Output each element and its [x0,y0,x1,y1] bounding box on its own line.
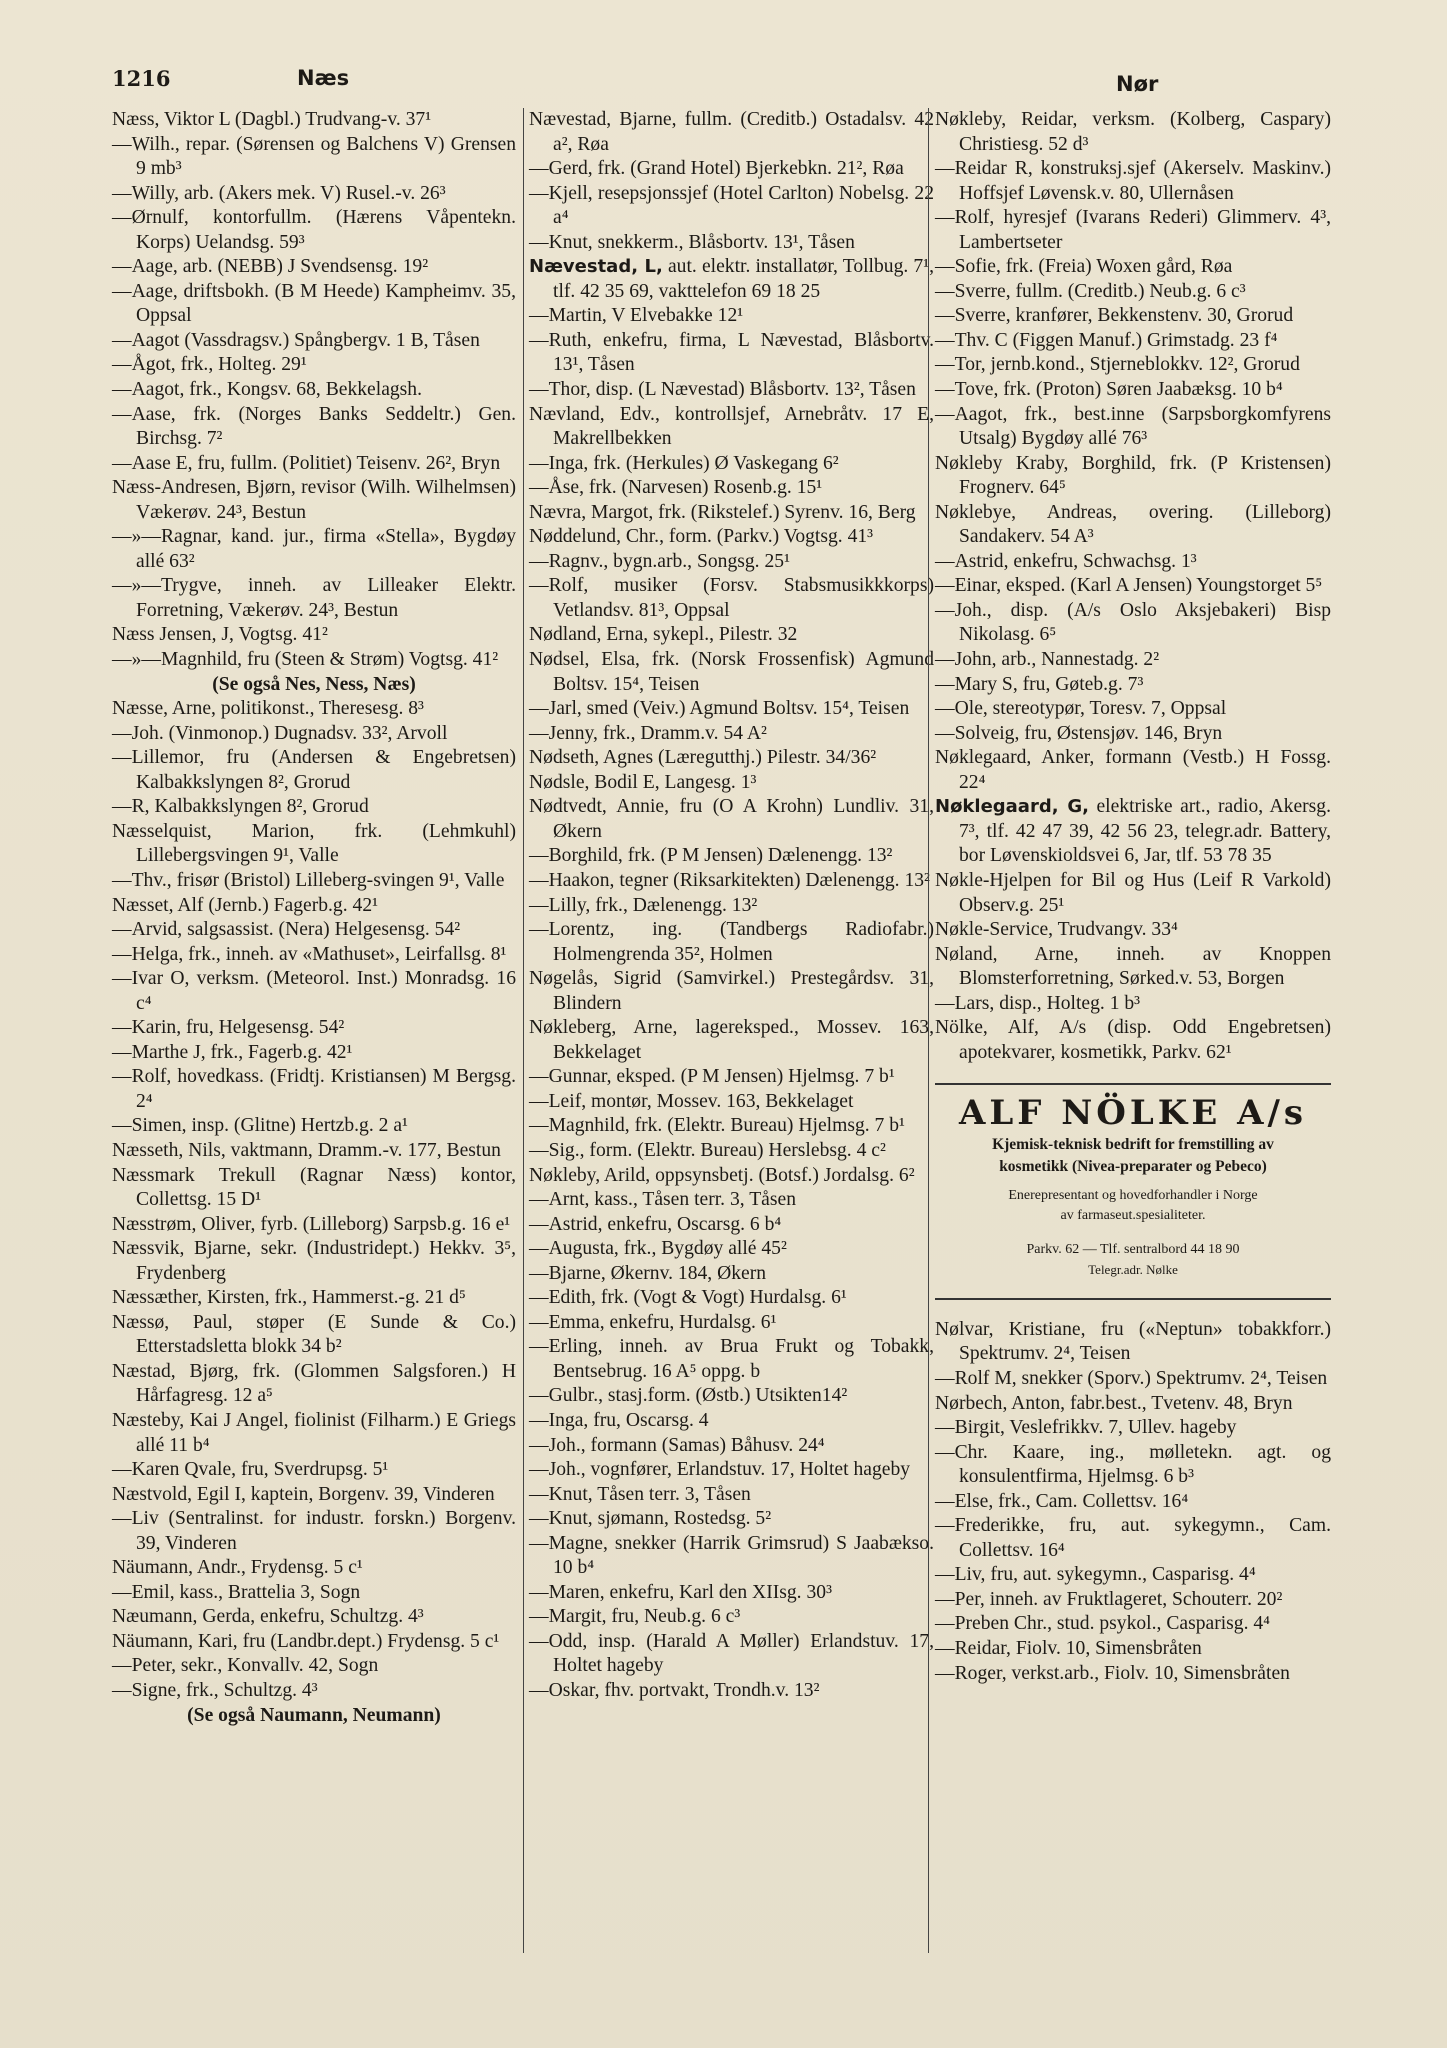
directory-entry: —Margit, fru, Neub.g. 6 c³ [529,1606,741,1628]
column-3-entries-bottom [935,1318,1331,1686]
directory-entry: Næsteby, Kai J Angel, fiolinist (Filharm.) E Griegs allé 11 b⁴ [112,1409,516,1456]
directory-entry: Nødseth, Agnes (Læregutthj.) Pilestr. 34/36² [529,747,877,769]
directory-entry: Nævestad, Bjarne, fullm. (Creditb.) Ostadalsv. 42 a², Røa [529,109,934,155]
directory-entry: Nøgelås, Sigrid (Samvirkel.) Prestegårdsv. 31, Blindern [529,968,934,1014]
directory-entry: Næstvold, Egil I, kaptein, Borgenv. 39, Vinderen [112,1483,495,1505]
directory-entry: —Emil, kass., Brattelia 3, Sogn [112,1581,361,1603]
directory-entry: —Kjell, resepsjonssjef (Hotel Carlton) Nobelsg. 22 a⁴ [529,182,934,229]
directory-entry: Nødsel, Elsa, frk. (Norsk Frossenfisk) Agmund Boltsv. 15⁴, Teisen [529,649,934,695]
ad-line: av farmaseut.spesialiteter. [1060,1207,1206,1223]
left-guide-word: Næs [297,66,350,90]
directory-entry: Næsseth, Nils, vaktmann, Dramm.-v. 177, Bestun [112,1139,501,1161]
page-number: 1216 [112,66,171,91]
directory-entry: —Einar, eksped. (Karl A Jensen) Youngstorget 5⁵ [935,575,1323,597]
directory-entry: —Aagot (Vassdragsv.) Spångbergv. 1 B, Tåsen [112,329,480,351]
directory-entry: —Arnt, kass., Tåsen terr. 3, Tåsen [529,1189,797,1211]
directory-entry: Næssmark Trekull (Ragnar Næss) kontor, Collettsg. 15 D¹ [112,1164,516,1211]
directory-entry: —Leif, montør, Mossev. 163, Bekkelaget [529,1090,854,1112]
directory-entry: Nøkleberg, Arne, lagereksped., Mossev. 163, Bekkelaget [529,1017,934,1063]
directory-entry: —Augusta, frk., Bygdøy allé 45² [529,1238,787,1260]
directory-entry: —Åse, frk. (Narvesen) Rosenb.g. 15¹ [529,477,823,499]
directory-entry: —Aase E, fru, fullm. (Politiet) Teisenv. 26², Bryn [112,452,501,474]
directory-entry: Nøklegaard, G, elektriske art., radio, Akersg. 7³, tlf. 42 47 39, 42 56 23, telegr.adr. Battery, bor Løvenskioldsvei 6, Jar, tlf. 53 78 35 [935,796,1331,867]
directory-entry: —R, Kalbakkslyngen 8², Grorud [112,796,369,818]
directory-entry: —Lorentz, ing. (Tandbergs Radiofabr.) Holmengrenda 35², Holmen [529,919,934,965]
directory-entry: —Willy, arb. (Akers mek. V) Rusel.-v. 26³ [112,182,446,204]
directory-entry: Næss, Viktor L (Dagbl.) Trudvang-v. 37¹ [112,109,432,130]
directory-entry: —Roger, verkst.arb., Fiolv. 10, Simensbråten [935,1662,1290,1684]
directory-entry: —Ågot, frk., Holteg. 29¹ [112,354,307,376]
directory-entry: —Astrid, enkefru, Schwachsg. 1³ [935,550,1197,572]
directory-entry: Nævland, Edv., kontrollsjef, Arnebråtv. 17 E, Makrellbekken [529,403,934,450]
directory-entry: —Solveig, fru, Østensjøv. 146, Bryn [935,722,1223,744]
directory-entry: Nøklegaard, Anker, formann (Vestb.) H Fossg. 22⁴ [935,747,1331,793]
directory-entry: —Birgit, Veslefrikkv. 7, Ullev. hageby [935,1417,1237,1439]
directory-entry: Næsse, Arne, politikonst., Theresesg. 8³ [112,698,424,720]
column-1 [112,108,516,1728]
directory-entry: —Haakon, tegner (Riksarkitekten) Dælenengg. 13² [529,869,930,891]
directory-entry: —Arvid, salgsassist. (Nera) Helgesensg. 54² [112,919,461,941]
directory-entry: —Joh. (Vinmonop.) Dugnadsv. 33², Arvoll [112,722,448,744]
directory-entry: —Sig., form. (Elektr. Bureau) Herslebsg. 4 c² [529,1139,886,1161]
ad-title: ALF NÖLKE A/s [958,1093,1308,1134]
directory-entry: —Sverre, fullm. (Creditb.) Neub.g. 6 c³ [935,280,1246,302]
directory-entry: Nødland, Erna, sykepl., Pilestr. 32 [529,624,798,646]
directory-entry: —Aage, driftsbokh. (B M Heede) Kampheimv. 35, Oppsal [112,280,516,327]
directory-entry: Næss Jensen, J, Vogtsg. 41² [112,624,328,646]
directory-entry: —Chr. Kaare, ing., mølletekn. agt. og konsulentfirma, Hjelmsg. 6 b³ [935,1441,1331,1488]
directory-entry: —Ragnv., bygn.arb., Songsg. 25¹ [529,550,790,572]
directory-entry: Nølvar, Kristiane, fru («Neptun» tobakkforr.) Spektrumv. 2⁴, Teisen [935,1318,1331,1365]
directory-entry: —Erling, inneh. av Brua Frukt og Tobakk, Bentsebrug. 16 A⁵ oppg. b [529,1336,934,1382]
directory-entry: Næssø, Paul, støper (E Sunde & Co.) Etterstadsletta blokk 34 b² [112,1311,516,1358]
directory-entry: Nøkle-Hjelpen for Bil og Hus (Leif R Varkold) Observ.g. 25¹ [935,869,1331,916]
directory-entry: Nævra, Margot, frk. (Rikstelef.) Syrenv. 16, Berg [529,501,916,523]
directory-entry: —Tor, jernb.kond., Stjerneblokkv. 12², Grorud [935,354,1300,376]
directory-entry: —Gulbr., stasj.form. (Østb.) Utsikten14² [529,1385,848,1407]
directory-entry: —Wilh., repar. (Sørensen og Balchens V) Grensen 9 mb³ [112,133,516,180]
cross-reference: (Se også Naumann, Neumann) [187,1704,441,1726]
directory-entry: Nøddelund, Chr., form. (Parkv.) Vogtsg. 41³ [529,526,874,548]
directory-entry: —Ruth, enkefru, firma, L Nævestad, Blåsbortv. 13¹, Tåsen [529,329,934,376]
directory-entry: —John, arb., Nannestadg. 2² [935,649,1160,671]
directory-entry: —Maren, enkefru, Karl den XIIsg. 30³ [529,1581,832,1603]
directory-entry: Nøland, Arne, inneh. av Knoppen Blomsterforretning, Sørked.v. 53, Borgen [935,943,1331,990]
directory-entry: —Rolf M, snekker (Sporv.) Spektrumv. 2⁴, Teisen [935,1367,1328,1389]
directory-entry: Nölke, Alf, A/s (disp. Odd Engebretsen) apotekvarer, kosmetikk, Parkv. 62¹ [935,1017,1331,1063]
entry-name: Nøklegaard, G, [935,796,1089,818]
cross-reference: (Se også Nes, Ness, Næs) [212,673,416,695]
ad-line: kosmetikk (Nivea-preparater og Pebeco) [999,1157,1267,1175]
directory-entry: —Thv. C (Figgen Manuf.) Grimstadg. 23 f⁴ [935,329,1278,351]
directory-entry: —Aagot, frk., Kongsv. 68, Bekkelagsh. [112,379,423,401]
directory-entry: Nøkleby Kraby, Borghild, frk. (P Kristensen) Frognerv. 64⁵ [935,452,1331,499]
directory-entry: —Liv, fru, aut. sykegymn., Casparisg. 4⁴ [935,1564,1256,1586]
directory-entry: —Karin, fru, Helgesensg. 54² [112,1017,345,1039]
directory-entry: —Per, inneh. av Fruktlageret, Schouterr. 20² [935,1588,1283,1610]
directory-entry: —Astrid, enkefru, Oscarsg. 6 b⁴ [529,1213,782,1235]
directory-entry: —Thor, disp. (L Nævestad) Blåsbortv. 13², Tåsen [529,379,916,401]
directory-entry: —Gunnar, eksped. (P M Jensen) Hjelmsg. 7 b¹ [529,1066,895,1088]
directory-entry: Næssæther, Kirsten, frk., Hammerst.-g. 21 d⁵ [112,1287,466,1309]
directory-entry: Næsselquist, Marion, frk. (Lehmkuhl) Lillebergsvingen 9¹, Valle [112,820,516,867]
directory-entry: —Sverre, kranfører, Bekkenstenv. 30, Grorud [935,305,1294,327]
directory-entry: —Bjarne, Økernv. 184, Økern [529,1262,767,1284]
directory-entry: —Reidar, Fiolv. 10, Simensbråten [935,1637,1202,1659]
directory-entry: —Tove, frk. (Proton) Søren Jaabæksg. 10 b⁴ [935,379,1283,401]
directory-entry: —Thv., frisør (Bristol) Lilleberg-svingen 9¹, Valle [112,869,505,891]
directory-entry: —Lillemor, fru (Andersen & Engebretsen) Kalbakkslyngen 8², Grorud [112,747,516,793]
page-header [112,58,1322,98]
directory-entry: —Liv (Sentralinst. for industr. forskn.) Borgenv. 39, Vinderen [112,1508,516,1554]
directory-entry: Nøkleby, Reidar, verksm. (Kolberg, Caspary) Christiesg. 52 d³ [935,109,1331,155]
directory-entry: —Sofie, frk. (Freia) Woxen gård, Røa [935,256,1233,278]
directory-entry: Näumann, Kari, fru (Landbr.dept.) Frydensg. 5 c¹ [112,1630,500,1652]
directory-entry: —Ole, stereotypør, Toresv. 7, Oppsal [935,698,1227,720]
directory-entry: —Rolf, hyresjef (Ivarans Rederi) Glimmerv. 4³, Lambertseter [935,207,1331,253]
directory-entry: Næumann, Gerda, enkefru, Schultzg. 4³ [112,1606,424,1628]
directory-entry: —Else, frk., Cam. Collettsv. 16⁴ [935,1490,1189,1512]
directory-entry: —Rolf, musiker (Forsv. Stabsmusikkkorps) Vetlandsv. 81³, Oppsal [529,575,934,621]
directory-entry: —Frederikke, fru, aut. sykegymn., Cam. Collettsv. 16⁴ [935,1515,1331,1561]
directory-entry: —Knut, Tåsen terr. 3, Tåsen [529,1483,751,1505]
directory-entry: —Aase, frk. (Norges Banks Seddeltr.) Gen. Birchsg. 7² [112,403,516,450]
directory-entry: —Aage, arb. (NEBB) J Svendsensg. 19² [112,256,429,278]
directory-entry: —Helga, frk., inneh. av «Mathuset», Leirfallsg. 8¹ [112,943,507,965]
directory-entry: —Jenny, frk., Dramm.v. 54 A² [529,722,767,744]
directory-entry: —»—Magnhild, fru (Steen & Strøm) Vogtsg. 41² [112,649,499,671]
directory-entry: —Knut, sjømann, Rostedsg. 5² [529,1508,772,1530]
directory-entry: —Peter, sekr., Konvallv. 42, Sogn [112,1655,379,1677]
directory-entry: Nøklebye, Andreas, overing. (Lilleborg) Sandakerv. 54 A³ [935,501,1331,548]
directory-entry: —Ørnulf, kontorfullm. (Hærens Våpentekn. Korps) Uelandsg. 59³ [112,207,516,253]
directory-entry: —Martin, V Elvebakke 12¹ [529,305,744,327]
directory-entry: —»—Ragnar, kand. jur., firma «Stella», Bygdøy allé 63² [112,526,516,572]
directory-entry: —Lars, disp., Holteg. 1 b³ [935,992,1141,1014]
directory-entry: —Rolf, hovedkass. (Fridtj. Kristiansen) M Bergsg. 2⁴ [112,1066,516,1112]
directory-entry: Nøkleby, Arild, oppsynsbetj. (Botsf.) Jordalsg. 6² [529,1164,915,1186]
directory-entry: —Joh., vognfører, Erlandstuv. 17, Holtet hageby [529,1459,911,1481]
directory-entry: Næsset, Alf (Jernb.) Fagerb.g. 42¹ [112,894,378,916]
column-2 [523,108,934,1953]
ad-line: Enerepresentant og hovedforhandler i Norge [1008,1187,1258,1203]
directory-entry: —Joh., formann (Samas) Båhusv. 24⁴ [529,1434,825,1456]
directory-entry: Næss-Andresen, Bjørn, revisor (Wilh. Wilhelmsen) Vækerøv. 24³, Bestun [112,477,516,523]
column-3 [928,108,1331,1953]
directory-entry: —Karen Qvale, fru, Sverdrupsg. 5¹ [112,1459,389,1481]
directory-entry: —Edith, frk. (Vogt & Vogt) Hurdalsg. 6¹ [529,1287,847,1309]
ad-telegram: Telegr.adr. Nølke [1088,1261,1178,1277]
directory-entry: Næstad, Bjørg, frk. (Glommen Salgsforen.) H Hårfagresg. 12 a⁵ [112,1360,516,1407]
directory-entry: —Inga, fru, Oscarsg. 4 [529,1409,709,1431]
advertisement-box [935,1083,1331,1300]
ad-contact: Parkv. 62 — Tlf. sentralbord 44 18 90 [1026,1241,1240,1257]
directory-entry: —Signe, frk., Schultzg. 4³ [112,1680,318,1701]
directory-entry: —Inga, frk. (Herkules) Ø Vaskegang 6² [529,452,839,474]
directory-entry: Näumann, Andr., Frydensg. 5 c¹ [112,1557,363,1579]
directory-entry: Næsstrøm, Oliver, fyrb. (Lilleborg) Sarpsb.g. 16 e¹ [112,1213,511,1235]
directory-entry: —Reidar R, konstruksj.sjef (Akerselv. Maskinv.) Hoffsjef Løvensk.v. 80, Ullernåsen [935,158,1331,204]
directory-entry: —Gerd, frk. (Grand Hotel) Bjerkebkn. 21², Røa [529,158,904,180]
entry-name: Nævestad, L, [529,256,663,278]
directory-entry: —Mary S, fru, Gøteb.g. 7³ [935,673,1144,695]
directory-entry: —Borghild, frk. (P M Jensen) Dælenengg. 13² [529,845,893,867]
ad-line: Kjemisk-teknisk bedrift for fremstilling av [992,1135,1274,1153]
directory-entry: —Odd, insp. (Harald A Møller) Erlandstuv. 17, Holtet hageby [529,1630,934,1677]
directory-entry: —Joh., disp. (A/s Oslo Aksjebakeri) Bisp Nikolasg. 6⁵ [935,599,1331,646]
directory-entry: —Oskar, fhv. portvakt, Trondh.v. 13² [529,1680,820,1701]
directory-entry: Næssvik, Bjarne, sekr. (Industridept.) Hekkv. 3⁵, Frydenberg [112,1238,516,1284]
directory-entry: Nødsle, Bodil E, Langesg. 1³ [529,771,757,793]
directory-entry: —Preben Chr., stud. psykol., Casparisg. 4⁴ [935,1613,1271,1635]
directory-entry: —Magne, snekker (Harrik Grimsrud) S Jaabækso. 10 b⁴ [529,1532,934,1579]
directory-entry: —Marthe J, frk., Fagerb.g. 42¹ [112,1041,353,1063]
directory-entry: —Jarl, smed (Veiv.) Agmund Boltsv. 15⁴, Teisen [529,698,910,720]
directory-entry: —Aagot, frk., best.inne (Sarpsborgkomfyrens Utsalg) Bygdøy allé 76³ [935,403,1331,450]
directory-entry: —»—Trygve, inneh. av Lilleaker Elektr. Forretning, Vækerøv. 24³, Bestun [112,575,516,621]
directory-entry: —Ivar O, verksm. (Meteorol. Inst.) Monradsg. 16 c⁴ [112,968,516,1014]
right-guide-word: Nør [1116,72,1159,96]
directory-entry: —Knut, snekkerm., Blåsbortv. 13¹, Tåsen [529,231,855,253]
directory-entry: Nøkle-Service, Trudvangv. 33⁴ [935,919,1178,941]
directory-entry: —Simen, insp. (Glitne) Hertzb.g. 2 a¹ [112,1115,408,1137]
directory-entry: Nævestad, L, aut. elektr. installatør, Tollbug. 7¹, tlf. 42 35 69, vakttelefon 69 18 25 [529,256,934,302]
directory-entry: Nødtvedt, Annie, fru (O A Krohn) Lundliv. 31, Økern [529,796,934,842]
directory-entry: —Lilly, frk., Dælenengg. 13² [529,894,758,916]
directory-entry: —Magnhild, frk. (Elektr. Bureau) Hjelmsg. 7 b¹ [529,1115,905,1137]
column-3-entries-top [935,108,1331,1065]
directory-entry: Nørbech, Anton, fabr.best., Tvetenv. 48, Bryn [935,1392,1293,1414]
directory-entry: —Emma, enkefru, Hurdalsg. 6¹ [529,1311,777,1333]
